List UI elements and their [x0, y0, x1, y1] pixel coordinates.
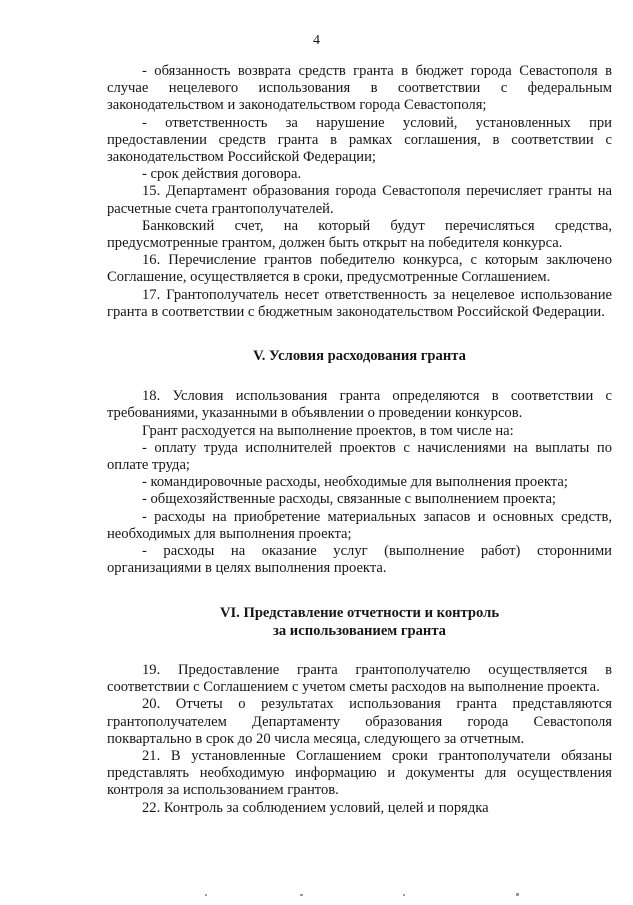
scan-mark [300, 894, 303, 896]
list-item: - командировочные расходы, необходимые для выполнения проекта; [142, 474, 568, 491]
list-item: - общехозяйственные расходы, связанные с выполнением проекта; [142, 491, 556, 508]
spacer [107, 321, 612, 348]
page-number: 4 [313, 33, 320, 48]
section-heading-6-line2: за использованием гранта [273, 622, 446, 639]
paragraph: 21. В установленные Соглашением сроки грантополучатели обязаны представлять необходимую информацию и документы для осуществления контроля за использованием грантов. [107, 747, 612, 799]
paragraph: 19. Предоставление гранта грантополучателю осуществляется в соответствии с Соглашением с учетом сметы расходов на выполнение проекта. [107, 661, 612, 696]
paragraph: 17. Грантополучатель несет ответственность за нецелевое использование гранта в соответствии с бюджетным законодательством Российской Федерации. [107, 286, 612, 320]
scan-artifacts [0, 892, 633, 898]
paragraph: 15. Департамент образования города Севастополя перечисляет гранты на расчетные счета грантополучателей. [107, 183, 612, 217]
paragraph: 18. Условия использования гранта определяются в соответствии с требованиями, указанными в объявлении о проведении конкурсов. [107, 388, 612, 422]
document-body [107, 63, 612, 817]
list-item: - оплату труда исполнителей проектов с начислениями на выплаты по оплате труда; [107, 439, 612, 474]
list-item: - расходы на приобретение материальных запасов и основных средств, необходимых для выполнения проекта; [107, 508, 612, 542]
scan-mark [205, 894, 207, 896]
list-item: - расходы на оказание услуг (выполнение работ) сторонними организациями в целях выполнения проекта. [107, 543, 612, 577]
paragraph: Банковский счет, на который будут перечисляться средства, предусмотренные грантом, должен быть открыт на победителя конкурса. [107, 217, 612, 252]
paragraph: 16. Перечисление грантов победителю конкурса, с которым заключено Соглашение, осуществляется в сроки, предусмотренные Соглашением. [107, 252, 612, 286]
spacer [107, 577, 612, 605]
paragraph: - ответственность за нарушение условий, установленных при предоставлении средств гранта в рамках соглашения, в соответствии с законодательством Российской Федерации; [107, 114, 612, 166]
paragraph: Грант расходуется на выполнение проектов, в том числе на: [142, 422, 514, 439]
scan-mark [403, 894, 405, 896]
paragraph: - срок действия договора. [142, 166, 302, 183]
paragraph: 22. Контроль за соблюдением условий, целей и порядка [142, 799, 489, 816]
section-heading-5: V. Условия расходования гранта [253, 348, 466, 365]
spacer [107, 640, 612, 662]
section-heading-6-line1: VI. Представление отчетности и контроль [219, 605, 500, 622]
spacer [107, 365, 612, 388]
paragraph: - обязанность возврата средств гранта в бюджет города Севастополя в случае нецелевого использования в соответствии с федеральным законодательством и законодательством города Севастополя; [107, 63, 612, 114]
paragraph: 20. Отчеты о результатах использования гранта представляются грантополучателем Департаменту образования города Севастополя поквартально в срок до 20 числа месяца, следующего за отчетным. [107, 696, 612, 747]
scan-mark [516, 893, 519, 896]
section-heading-6 [107, 605, 612, 639]
